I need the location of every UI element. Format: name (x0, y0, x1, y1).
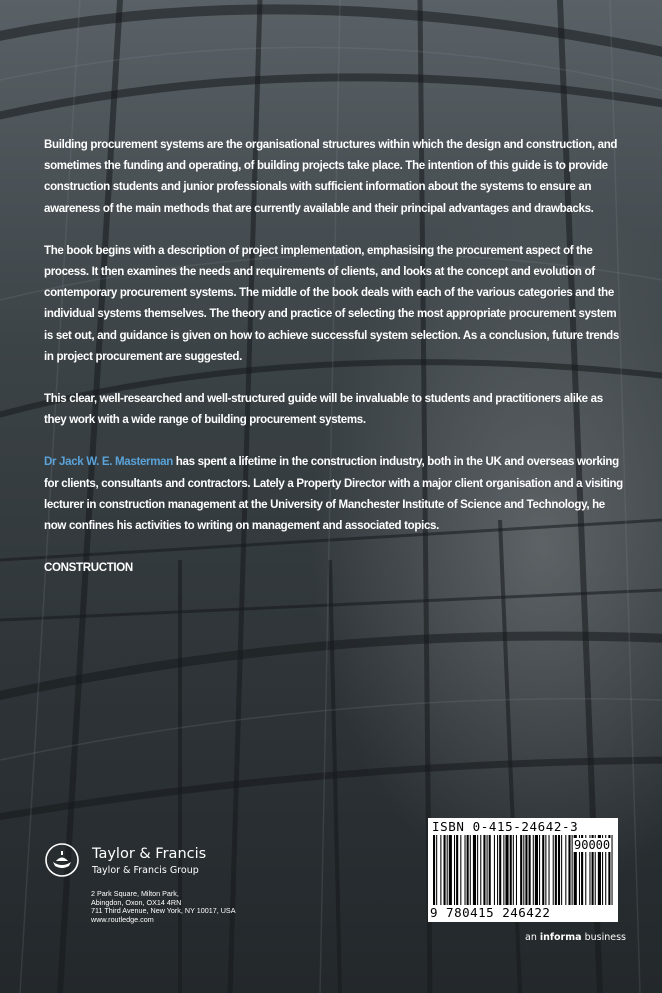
informa-prefix: an (525, 932, 540, 943)
informa-brand: informa (539, 932, 582, 943)
taylor-francis-logo-icon (44, 842, 80, 878)
address-line: 711 Third Avenue, New York, NY 10017, USA (91, 906, 236, 916)
ean-number: 9 780415 246422 (430, 905, 551, 920)
blurb-paragraph-2: The book begins with a description of project implementation, emphasising the procurement aspect of the process. It then examines the needs and requirements of clients, and looks at the concept and evolution of contemporary procurement systems. The middle of the book deals with each of the various categories and the individual systems themselves. The theory and practice of selecting the most appropriate procurement system is set out, and guidance is given on how to achieve successful system selection. As a conclusion, future trends in project procurement are suggested. (44, 242, 619, 363)
address-line: 2 Park Square, Milton Park, (91, 889, 179, 898)
publisher-block (44, 842, 304, 942)
publisher-address (91, 890, 236, 924)
subject-category: CONSTRUCTION (44, 560, 133, 575)
isbn-barcode (428, 818, 618, 922)
address-line: www.routledge.com (91, 914, 154, 924)
price-code: 90000 (574, 838, 611, 852)
blurb-paragraph-3: This clear, well-researched and well-structured guide will be invaluable to students and practitioners alike as they work with a wide range of building procurement systems. (44, 391, 603, 427)
author-bio-text: has spent a lifetime in the construction industry, both in the UK and overseas working for clients, consultants and contractors. Lately a Property Director with a major client organisation and a visiting lecturer in construction management at the University of Manchester Institute of Science and Technology, he now confines his activities to writing on management and associated topics. (44, 454, 623, 533)
address-line: Abingdon, Oxon, OX14 4RN (91, 897, 182, 907)
publisher-name: Taylor & Francis (92, 846, 207, 862)
author-name: Dr Jack W. E. Masterman (44, 454, 173, 469)
blurb-paragraph-1: Building procurement systems are the organisational structures within which the design and construction, and sometimes the funding and operating, of building projects take place. The intention of this guide is to provide construction students and junior professionals with sufficient information about the systems to ensure an awareness of the main methods that are currently available and their principal advantages and drawbacks. (44, 137, 618, 215)
informa-suffix: business (581, 932, 626, 943)
back-cover-blurb (44, 134, 624, 599)
informa-business-tag (525, 932, 626, 943)
author-bio (44, 451, 624, 536)
publisher-group: Taylor & Francis Group (92, 865, 199, 876)
isbn-text: ISBN 0-415-24642-3 (432, 819, 579, 834)
